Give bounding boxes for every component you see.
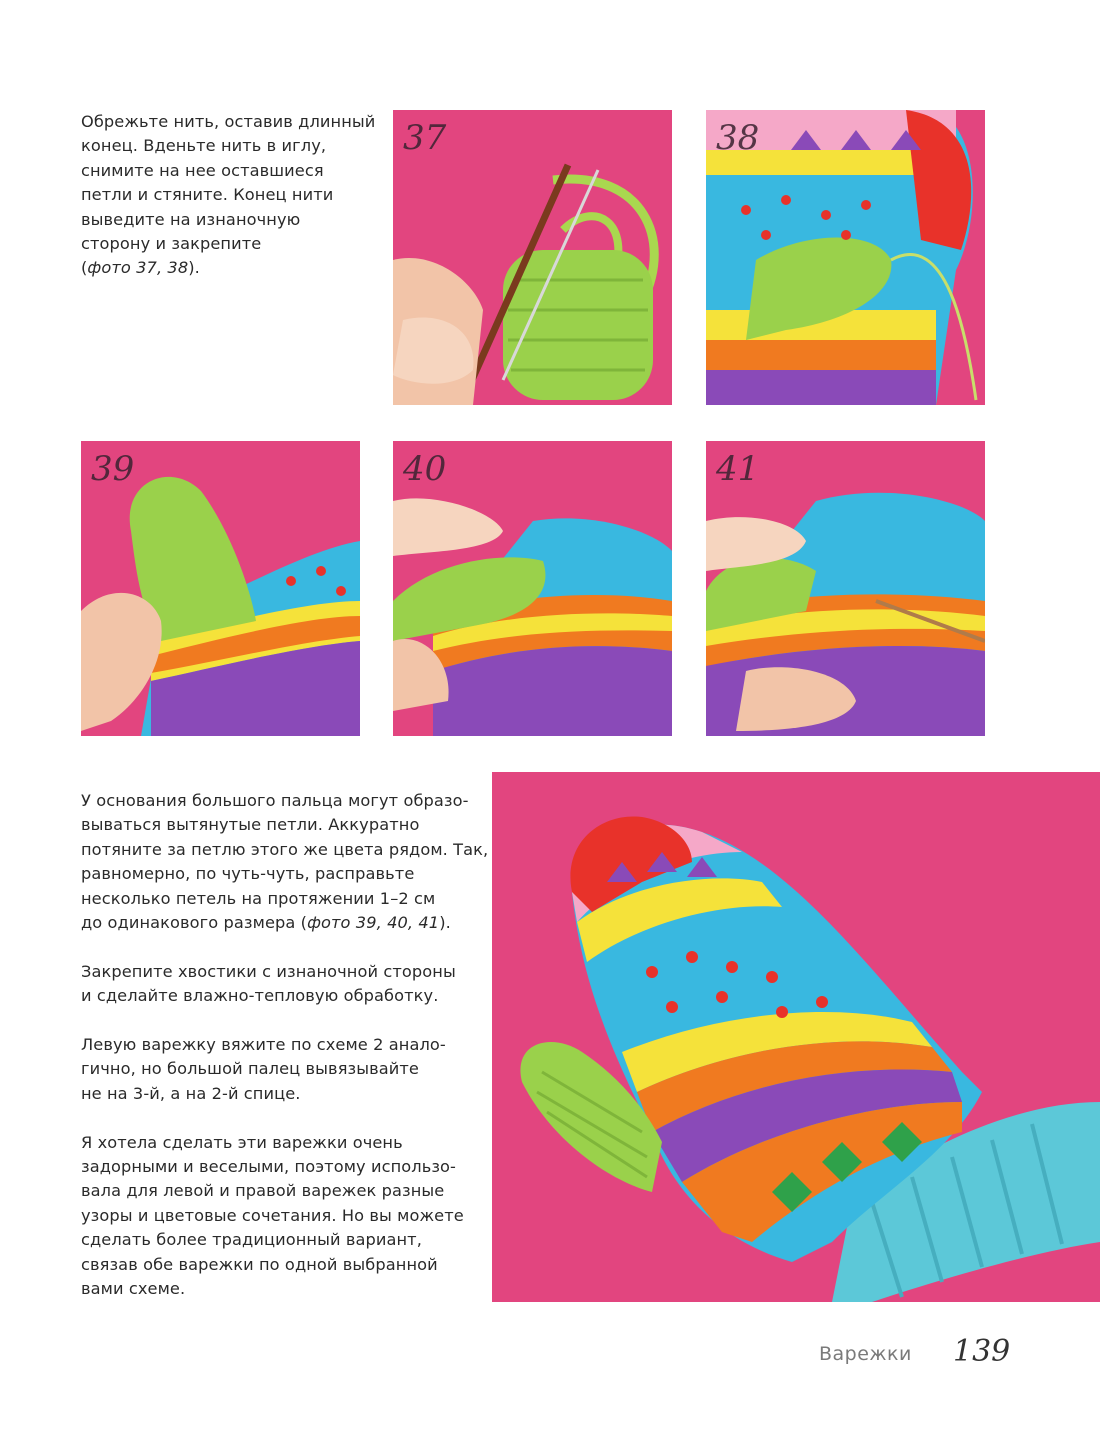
photo-40-number: 40 xyxy=(403,449,447,489)
intro-ref-close: ). xyxy=(188,258,200,278)
p3-line-3: не на 3-й, а на 2-й спице. xyxy=(81,1083,301,1103)
finished-mitten-illustration xyxy=(492,772,1100,1302)
intro-line-7 xyxy=(81,256,375,280)
paragraph-thumb-base xyxy=(81,789,488,935)
p1-last-suffix: ). xyxy=(439,913,451,933)
p1-line-2: вываться вытянутые петли. Аккуратно xyxy=(81,815,420,835)
photo-39-number: 39 xyxy=(91,449,135,489)
paragraph-finishing xyxy=(81,960,488,1009)
p4-line-1: Я хотела сделать эти варежки очень xyxy=(81,1132,403,1152)
p2-line-1: Закрепите хвостики с изнаночной стороны xyxy=(81,961,456,981)
p2-line-2: и сделайте влажно-тепловую обработку. xyxy=(81,986,439,1006)
p4-line-7: вами схеме. xyxy=(81,1279,186,1299)
page-number: 139 xyxy=(953,1334,1011,1369)
p1-line-1: У основания большого пальца могут образо- xyxy=(81,791,469,810)
p1-line-5: несколько петель на протяжении 1–2 см xyxy=(81,888,436,908)
intro-ref-open: ( xyxy=(81,258,88,278)
p4-line-4: узоры и цветовые сочетания. Но вы можете xyxy=(81,1205,464,1225)
p3-line-2: гично, но большой палец вывязывайте xyxy=(81,1059,419,1079)
photo-38-number: 38 xyxy=(716,118,760,158)
photo-finished-mitten xyxy=(492,772,1100,1302)
photo-40 xyxy=(393,441,672,736)
photo-39 xyxy=(81,441,360,736)
p1-line-3: потяните за петлю этого же цвета рядом. Так, xyxy=(81,839,489,859)
intro-line-5: выведите на изнаночную xyxy=(81,209,301,229)
photo-41 xyxy=(706,441,985,736)
intro-line-3: снимите на нее оставшиеся xyxy=(81,160,324,180)
p1-photo-ref: фото 39, 40, 41 xyxy=(307,913,440,933)
p1-line-4: равномерно, по чуть-чуть, расправьте xyxy=(81,864,415,884)
photo-41-number: 41 xyxy=(716,449,760,489)
intro-line-4: петли и стяните. Конец нити xyxy=(81,185,334,205)
body-text xyxy=(81,789,488,1301)
photo-38 xyxy=(706,110,985,405)
photo-37-number: 37 xyxy=(403,118,447,158)
intro-line-1: Обрежьте нить, оставив длинный xyxy=(81,112,376,131)
intro-line-6: сторону и закрепите xyxy=(81,234,262,254)
p4-line-6: связав обе варежки по одной выбранной xyxy=(81,1254,438,1274)
paragraph-author-note xyxy=(81,1131,488,1302)
p3-line-1: Левую варежку вяжите по схеме 2 анало- xyxy=(81,1035,446,1055)
intro-photo-ref: фото 37, 38 xyxy=(87,258,189,278)
p1-last-prefix: до одинакового размера ( xyxy=(81,913,308,933)
p4-line-2: задорными и веселыми, поэтому использо- xyxy=(81,1157,457,1177)
p4-line-3: вала для левой и правой варежек разные xyxy=(81,1181,445,1201)
p1-line-6 xyxy=(81,911,488,935)
p4-line-5: сделать более традиционный вариант, xyxy=(81,1230,422,1250)
intro-line-2: конец. Вденьте нить в иглу, xyxy=(81,136,327,156)
running-footer-title: Варежки xyxy=(819,1343,912,1365)
photo-37 xyxy=(393,110,672,405)
paragraph-left-mitten xyxy=(81,1033,488,1106)
intro-paragraph xyxy=(81,110,375,281)
